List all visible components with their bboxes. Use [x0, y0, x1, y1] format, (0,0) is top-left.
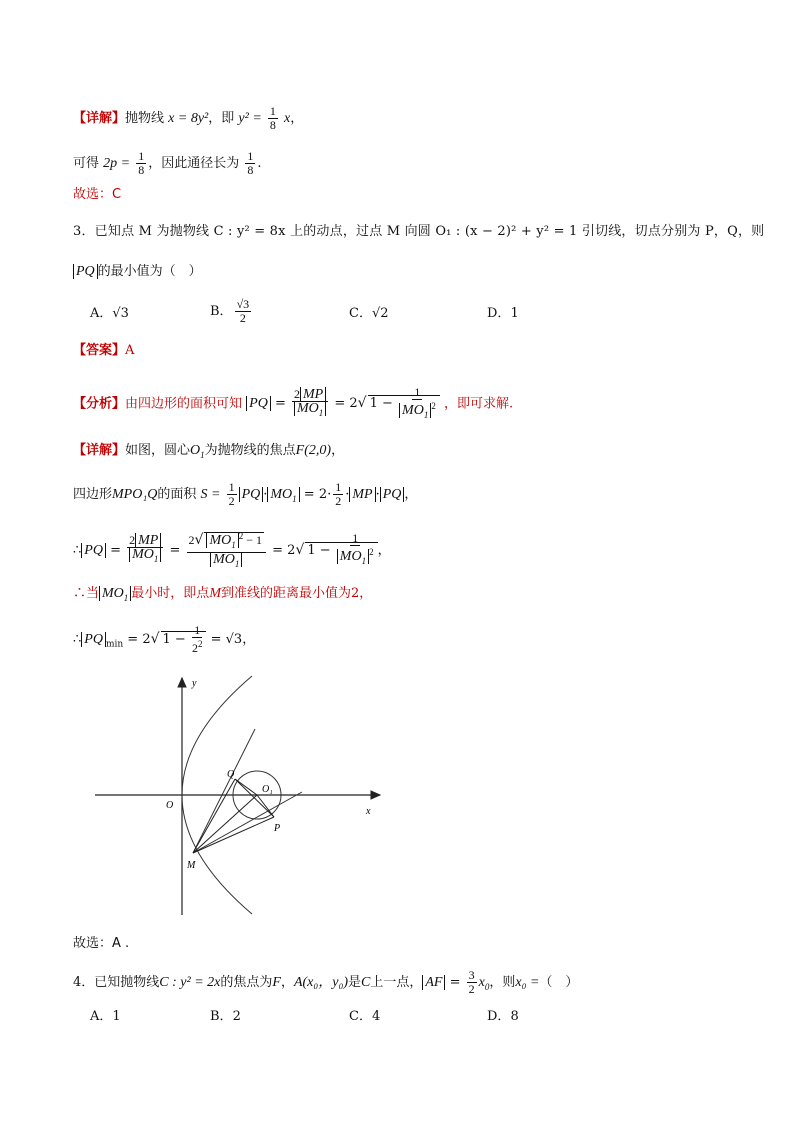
detail-tag: 【详解】 — [73, 111, 126, 126]
detail-line-4: 四边形MPO₁Q的面积 S = $\frac{1}{2}$ PQ · $MO_1 = 2\cdot$ $\frac{1}{2}$ · MP · PQ ， — [73, 480, 418, 508]
q3-choice-a: A．√3 — [90, 306, 129, 321]
segment-mp — [193, 817, 274, 853]
q3-choice-b: B． $\frac{√3}{2}$ — [210, 297, 250, 325]
segment-o1p — [257, 795, 274, 817]
detail-line-7: ∴ PQ $_{min}$ = 2√ 1 − $\frac{1}{2^2}$ = √3， — [73, 623, 256, 655]
q3-line-2: PQ 的最小值为（ ） — [73, 262, 202, 282]
geometry-figure — [90, 672, 400, 920]
detail-line-5: ∴ PQ = $\frac{2 MP}{MO_1}$ = $\frac{2√ MO_1^2 - 1}{MO_1}$ = 2√ 1 − $\frac{1}{MO_1^2}$ ， — [73, 531, 391, 569]
segment-mo1 — [193, 795, 257, 853]
q4-choice-d: D．8 — [487, 1009, 519, 1024]
label-m: M — [187, 860, 196, 871]
q3-choice-c: C．√2 — [349, 306, 389, 321]
tangent-line-q — [193, 729, 255, 853]
label-o1: O₁ — [262, 784, 273, 795]
q3-choice-d: D．1 — [487, 306, 519, 321]
answer-line: 【答案】A — [73, 343, 135, 358]
answer-line-1: 故选：C — [73, 187, 122, 202]
tangent-line-p — [193, 792, 302, 853]
x-axis-label: x — [366, 806, 371, 817]
analysis-line: 【分析】由四边形的面积可知 PQ = $\frac{2 MP}{MO_1}$ = 2√ 1 − $\frac{1}{MO_1^2}$ ，即可求解. — [73, 385, 514, 420]
detail-line-1: 【详解】抛物线 x = 8y²，即 y² = $\frac{1}{8}$ x， — [73, 104, 304, 132]
q3-line-1: 3．已知点 M 为抛物线 C : y² = 8x 上的动点，过点 M 向圆 O₁ : (x − 2)² + y² = 1 引切线，切点分别为 P，Q，则 — [73, 224, 765, 239]
q4-choice-a: A．1 — [90, 1009, 121, 1024]
answer-line-2: 故选：A . — [73, 936, 130, 951]
label-q: Q — [227, 769, 235, 780]
segment-mq — [193, 779, 235, 853]
q4-choice-b: B．2 — [210, 1009, 241, 1024]
detail-line-2: 可得 2p = $\frac{1}{8}$ ，因此通径长为 $\frac{1}{8}$ . — [73, 149, 262, 177]
detail-line-3: 【详解】如图，圆心$O_1$为抛物线的焦点F(2,0)， — [73, 443, 345, 460]
segment-o1q — [235, 779, 257, 795]
label-p: P — [274, 823, 281, 834]
y-axis-label: y — [192, 678, 197, 689]
detail-line-6: ∴当 $MO_1$ 最小时，即点M到准线的距离最小值为2， — [73, 586, 373, 603]
q4-choice-c: C．4 — [349, 1009, 381, 1024]
q4-line: 4．已知抛物线C : y² = 2x的焦点为F，A(x₀，y₀)是C上一点， AF = $\frac{3}{2}$ $x_0$，则x₀ =（ ） — [73, 968, 579, 996]
origin-label: O — [166, 800, 174, 811]
